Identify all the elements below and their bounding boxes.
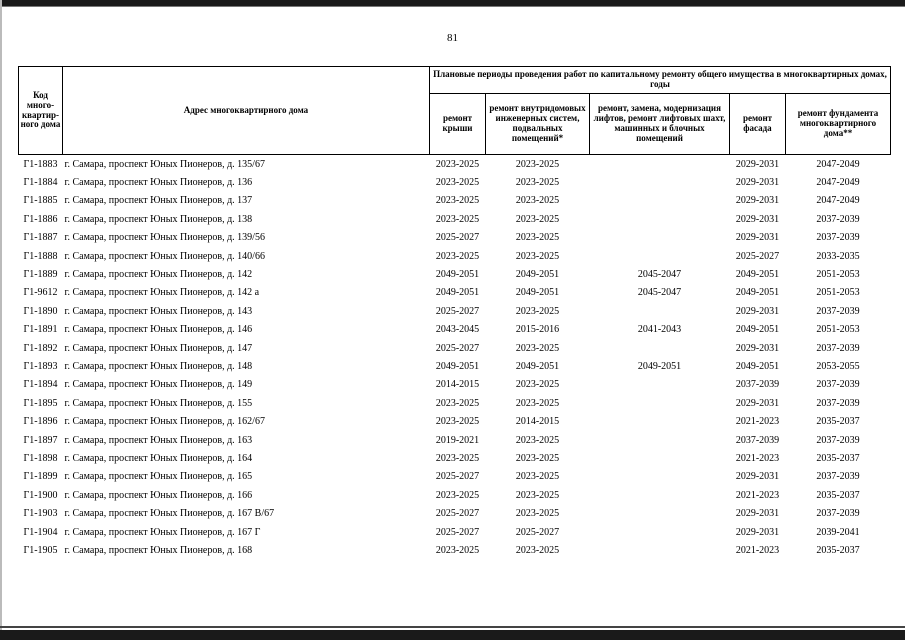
roof-cell: 2049-2051	[435, 269, 480, 281]
address-cell: г. Самара, проспект Юных Пионеров, д. 142 а	[64, 287, 260, 299]
roof-cell: 2023-2025	[435, 158, 480, 170]
table-row	[19, 155, 891, 174]
address-cell: г. Самара, проспект Юных Пионеров, д. 162/67	[64, 416, 265, 428]
address-cell: г. Самара, проспект Юных Пионеров, д. 137	[64, 195, 253, 207]
address-cell: г. Самара, проспект Юных Пионеров, д. 136	[64, 177, 253, 189]
facade-cell: 2029-2031	[735, 177, 780, 189]
table-row	[19, 541, 891, 559]
systems-cell: 2023-2025	[515, 342, 560, 354]
address-cell: г. Самара, проспект Юных Пионеров, д. 167 Г	[64, 526, 261, 538]
address-cell: г. Самара, проспект Юных Пионеров, д. 135/67	[64, 158, 265, 170]
table-row	[19, 486, 891, 504]
code-cell: Г1-1895	[23, 397, 58, 409]
facade-cell: 2025-2027	[735, 250, 780, 262]
scan-bottom-border	[0, 630, 905, 640]
lifts-cell	[590, 449, 730, 467]
systems-cell: 2023-2025	[515, 195, 560, 207]
lifts-cell: 2041-2043	[637, 324, 682, 336]
systems-cell: 2049-2051	[515, 360, 560, 372]
systems-cell: 2049-2051	[515, 269, 560, 281]
code-cell: Г1-1885	[23, 195, 58, 207]
facade-cell: 2021-2023	[735, 416, 780, 428]
facade-cell: 2029-2031	[735, 195, 780, 207]
code-cell: Г1-1894	[23, 379, 58, 391]
code-cell: Г1-1883	[23, 158, 58, 170]
lifts-cell	[590, 376, 730, 394]
lifts-cell	[590, 192, 730, 210]
roof-cell: 2014-2015	[435, 379, 480, 391]
systems-cell: 2023-2025	[515, 508, 560, 520]
systems-cell: 2014-2015	[515, 416, 560, 428]
code-cell: Г1-1897	[23, 434, 58, 446]
foundation-cell: 2047-2049	[816, 195, 860, 207]
address-cell: г. Самара, проспект Юных Пионеров, д. 163	[64, 434, 253, 446]
lifts-cell	[590, 523, 730, 541]
table-row	[19, 284, 891, 302]
facade-cell: 2049-2051	[735, 360, 780, 372]
foundation-cell: 2035-2037	[816, 544, 860, 556]
table-row	[19, 468, 891, 486]
foundation-cell: 2037-2039	[816, 508, 860, 520]
systems-cell: 2023-2025	[515, 544, 560, 556]
foundation-cell: 2047-2049	[816, 177, 860, 189]
facade-cell: 2029-2031	[735, 526, 780, 538]
roof-cell: 2025-2027	[435, 305, 480, 317]
lifts-cell: 2045-2047	[637, 269, 682, 281]
facade-cell: 2021-2023	[735, 452, 780, 464]
systems-cell: 2023-2025	[515, 489, 560, 501]
address-cell: г. Самара, проспект Юных Пионеров, д. 143	[64, 305, 253, 317]
header-code: Код много-квартир-ного дома	[19, 67, 63, 155]
code-cell: Г1-1900	[23, 489, 58, 501]
header-lifts: ремонт, замена, модернизация лифтов, ремонт лифтовых шахт, машинных и блочных помещений	[590, 94, 730, 155]
facade-cell: 2029-2031	[735, 213, 780, 225]
header-facade: ремонт фасада	[730, 94, 786, 155]
foundation-cell: 2037-2039	[816, 342, 860, 354]
foundation-cell: 2037-2039	[816, 305, 860, 317]
systems-cell: 2015-2016	[515, 324, 560, 336]
roof-cell: 2025-2027	[435, 232, 480, 244]
systems-cell: 2023-2025	[515, 397, 560, 409]
address-cell: г. Самара, проспект Юных Пионеров, д. 138	[64, 213, 253, 225]
address-cell: г. Самара, проспект Юных Пионеров, д. 147	[64, 342, 253, 354]
systems-cell: 2025-2027	[515, 526, 560, 538]
lifts-cell	[590, 247, 730, 265]
table-row	[19, 376, 891, 394]
foundation-cell: 2037-2039	[816, 434, 860, 446]
roof-cell: 2049-2051	[435, 360, 480, 372]
roof-cell: 2019-2021	[435, 434, 480, 446]
foundation-cell: 2035-2037	[816, 452, 860, 464]
facade-cell: 2029-2031	[735, 342, 780, 354]
foundation-cell: 2051-2053	[816, 269, 860, 281]
code-cell: Г1-1893	[23, 360, 58, 372]
facade-cell: 2029-2031	[735, 471, 780, 483]
lifts-cell	[590, 210, 730, 228]
foundation-cell: 2037-2039	[816, 232, 860, 244]
foundation-cell: 2047-2049	[816, 158, 860, 170]
roof-cell: 2025-2027	[435, 342, 480, 354]
address-cell: г. Самара, проспект Юных Пионеров, д. 146	[64, 324, 253, 336]
lifts-cell: 2049-2051	[637, 360, 682, 372]
facade-cell: 2021-2023	[735, 489, 780, 501]
lifts-cell	[590, 394, 730, 412]
header-systems: ремонт внутридомовых инженерных систем, подвальных помещений*	[486, 94, 590, 155]
roof-cell: 2049-2051	[435, 287, 480, 299]
roof-cell: 2023-2025	[435, 177, 480, 189]
code-cell: Г1-1903	[23, 508, 58, 520]
systems-cell: 2023-2025	[515, 379, 560, 391]
systems-cell: 2023-2025	[515, 250, 560, 262]
address-cell: г. Самара, проспект Юных Пионеров, д. 140/66	[64, 250, 265, 262]
table-row	[19, 173, 891, 191]
lifts-cell	[590, 302, 730, 320]
roof-cell: 2023-2025	[435, 489, 480, 501]
facade-cell: 2049-2051	[735, 269, 780, 281]
facade-cell: 2049-2051	[735, 324, 780, 336]
lifts-cell	[590, 431, 730, 449]
facade-cell: 2029-2031	[735, 508, 780, 520]
code-cell: Г1-1887	[23, 232, 58, 244]
foundation-cell: 2037-2039	[816, 379, 860, 391]
table-row	[19, 357, 891, 375]
address-cell: г. Самара, проспект Юных Пионеров, д. 139/56	[64, 232, 265, 244]
scan-top-line	[0, 6, 905, 7]
code-cell: Г1-1884	[23, 177, 58, 189]
header-address: Адрес многоквартирного дома	[63, 67, 430, 155]
facade-cell: 2049-2051	[735, 287, 780, 299]
table-row	[19, 229, 891, 247]
roof-cell: 2025-2027	[435, 508, 480, 520]
code-cell: Г1-1905	[23, 544, 58, 556]
lifts-cell	[590, 468, 730, 486]
lifts-cell: 2045-2047	[637, 287, 682, 299]
header-foundation: ремонт фундамента многоквартирного дома**	[786, 94, 891, 155]
code-cell: Г1-1896	[23, 416, 58, 428]
facade-cell: 2029-2031	[735, 232, 780, 244]
foundation-cell: 2039-2041	[816, 526, 860, 538]
address-cell: г. Самара, проспект Юных Пионеров, д. 168	[64, 544, 253, 556]
systems-cell: 2023-2025	[515, 232, 560, 244]
lifts-cell	[590, 504, 730, 522]
roof-cell: 2023-2025	[435, 452, 480, 464]
header-roof: ремонт крыши	[430, 94, 486, 155]
foundation-cell: 2035-2037	[816, 489, 860, 501]
lifts-cell	[590, 173, 730, 191]
systems-cell: 2023-2025	[515, 158, 560, 170]
code-cell: Г1-1892	[23, 342, 58, 354]
lifts-cell	[590, 541, 730, 559]
table-body	[19, 155, 891, 560]
address-cell: г. Самара, проспект Юных Пионеров, д. 155	[64, 397, 253, 409]
scan-left-edge	[0, 0, 2, 640]
address-cell: г. Самара, проспект Юных Пионеров, д. 166	[64, 489, 253, 501]
foundation-cell: 2051-2053	[816, 324, 860, 336]
systems-cell: 2023-2025	[515, 471, 560, 483]
roof-cell: 2023-2025	[435, 416, 480, 428]
code-cell: Г1-1898	[23, 452, 58, 464]
roof-cell: 2023-2025	[435, 195, 480, 207]
table-row	[19, 523, 891, 541]
lifts-cell	[590, 155, 730, 174]
foundation-cell: 2037-2039	[816, 397, 860, 409]
table-row	[19, 504, 891, 522]
scan-bottom-line	[0, 626, 905, 628]
code-cell: Г1-1889	[23, 269, 58, 281]
foundation-cell: 2035-2037	[816, 416, 860, 428]
address-cell: г. Самара, проспект Юных Пионеров, д. 167 В/67	[64, 508, 275, 520]
table-row	[19, 449, 891, 467]
address-cell: г. Самара, проспект Юных Пионеров, д. 165	[64, 471, 253, 483]
address-cell: г. Самара, проспект Юных Пионеров, д. 149	[64, 379, 253, 391]
code-cell: Г1-1904	[23, 526, 58, 538]
code-cell: Г1-1890	[23, 305, 58, 317]
table-row	[19, 394, 891, 412]
facade-cell: 2029-2031	[735, 397, 780, 409]
systems-cell: 2023-2025	[515, 452, 560, 464]
lifts-cell	[590, 229, 730, 247]
facade-cell: 2029-2031	[735, 158, 780, 170]
code-cell: Г1-1886	[23, 213, 58, 225]
address-cell: г. Самара, проспект Юных Пионеров, д. 164	[64, 452, 253, 464]
foundation-cell: 2051-2053	[816, 287, 860, 299]
address-cell: г. Самара, проспект Юных Пионеров, д. 142	[64, 269, 253, 281]
systems-cell: 2023-2025	[515, 434, 560, 446]
facade-cell: 2021-2023	[735, 544, 780, 556]
roof-cell: 2043-2045	[435, 324, 480, 336]
facade-cell: 2037-2039	[735, 434, 780, 446]
roof-cell: 2023-2025	[435, 397, 480, 409]
table-row	[19, 431, 891, 449]
foundation-cell: 2033-2035	[816, 250, 860, 262]
table-row	[19, 412, 891, 430]
systems-cell: 2023-2025	[515, 305, 560, 317]
lifts-cell	[590, 486, 730, 504]
foundation-cell: 2037-2039	[816, 471, 860, 483]
roof-cell: 2025-2027	[435, 526, 480, 538]
systems-cell: 2049-2051	[515, 287, 560, 299]
header-periods: Плановые периоды проведения работ по капитальному ремонту общего имущества в многоквартирных домах, годы	[430, 67, 891, 94]
lifts-cell	[590, 412, 730, 430]
foundation-cell: 2053-2055	[816, 360, 860, 372]
code-cell: Г1-1899	[23, 471, 58, 483]
code-cell: Г1-1891	[23, 324, 58, 336]
address-cell: г. Самара, проспект Юных Пионеров, д. 148	[64, 360, 253, 372]
roof-cell: 2023-2025	[435, 250, 480, 262]
systems-cell: 2023-2025	[515, 177, 560, 189]
page-number: 81	[447, 32, 458, 44]
table-row	[19, 210, 891, 228]
foundation-cell: 2037-2039	[816, 213, 860, 225]
table-row	[19, 302, 891, 320]
roof-cell: 2023-2025	[435, 213, 480, 225]
table-row	[19, 192, 891, 210]
table-row	[19, 339, 891, 357]
code-cell: Г1-9612	[23, 287, 58, 299]
lifts-cell	[590, 339, 730, 357]
table-row	[19, 247, 891, 265]
systems-cell: 2023-2025	[515, 213, 560, 225]
facade-cell: 2037-2039	[735, 379, 780, 391]
roof-cell: 2025-2027	[435, 471, 480, 483]
code-cell: Г1-1888	[23, 250, 58, 262]
roof-cell: 2023-2025	[435, 544, 480, 556]
table-row	[19, 321, 891, 339]
table-row	[19, 265, 891, 283]
repair-schedule-table	[18, 66, 891, 560]
facade-cell: 2029-2031	[735, 305, 780, 317]
